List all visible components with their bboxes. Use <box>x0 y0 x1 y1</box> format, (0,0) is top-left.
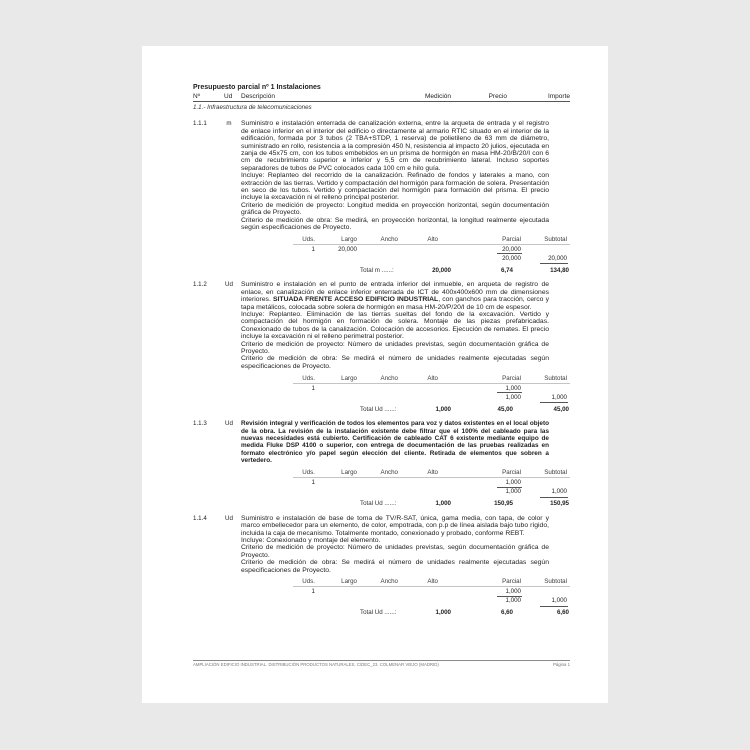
measurement-header-ancho: Ancho <box>380 469 398 477</box>
measurement-header-largo: Largo <box>341 469 357 477</box>
measurement-header-largo: Largo <box>341 374 357 382</box>
description-paragraph <box>241 355 549 370</box>
column-description: Descripción <box>241 92 275 100</box>
header-divider <box>193 101 570 102</box>
description-text: Incluye: Conexionado y montaje del elemento. <box>241 536 381 544</box>
total-amount: 150,95 <box>550 500 569 508</box>
description-paragraph <box>241 311 549 341</box>
item-description <box>241 120 549 231</box>
measurement-header-subtotal: Subtotal <box>544 469 567 477</box>
description-paragraph <box>241 559 549 574</box>
parcial-rule <box>497 596 522 597</box>
measurement-header-row <box>193 374 570 384</box>
budget-item <box>193 281 570 413</box>
measurement-header-uds: Uds. <box>302 578 315 586</box>
description-paragraph <box>241 537 549 544</box>
measurement-header-subtotal: Subtotal <box>544 578 567 586</box>
total-price: 6,60 <box>500 609 513 617</box>
measurement-header-alto: Alto <box>427 374 438 382</box>
item-number: 1.1.1 <box>193 120 207 128</box>
measurement-header-ancho: Ancho <box>380 235 398 243</box>
document-page <box>142 46 608 703</box>
measurement-header-alto: Alto <box>427 578 438 586</box>
description-paragraph <box>241 202 549 217</box>
description-text: Criterio de medición de proyecto: Número de unidades previstas, según documentación gráfica de Proyecto. <box>241 544 549 559</box>
measurement-parcial: 1,000 <box>505 384 521 392</box>
total-label: Total Ud ......: <box>360 405 397 413</box>
measurement-row <box>193 596 570 608</box>
measurement-header-row <box>193 577 570 587</box>
measurement-subtotal: 1,000 <box>551 488 567 496</box>
item-unit: Ud <box>225 514 233 522</box>
footer-project-name: AMPLIACIÓN EDIFICIO INDUSTRIAL. DISTRIBUCIÓN PRODUCTOS NATURALES. C/DEC_23. COLMENAR VIEJO (MADRID) <box>193 661 439 667</box>
measurement-subtotal: 20,000 <box>548 254 567 262</box>
total-amount: 45,00 <box>553 405 569 413</box>
measurement-parcial: 1,000 <box>505 393 521 401</box>
measurement-header-subtotal: Subtotal <box>544 235 567 243</box>
total-label: Total m ......: <box>360 266 394 274</box>
measurement-parcial: 1,000 <box>505 479 521 487</box>
subtotal-rule <box>540 263 568 264</box>
parcial-rule <box>497 392 522 393</box>
measurement-header-parcial: Parcial <box>502 374 521 382</box>
total-amount: 6,60 <box>556 609 569 617</box>
description-text: Revisión integral y verificación de todos los elementos para voz y datos existentes en el local objeto de la obra. La revisión de la instalación existente debe filtrar que el 100% del cableado para las nuevas necesidades está cubierto. Certificación de cableado CAT 6 existente mediante equipo de medida Fluke DSP 4100 o superior, con entrega de documentación de las pruebas realizadas en formato electrónico y/o papel según elección del cliente. Retirada de elementos que sobren a vertedero. <box>241 420 549 465</box>
description-text: Suministro e instalación enterrada de canalización externa, entre la arqueta de entrada y el registro de enlace inferior en el interior del edificio o directamente al armario RTIC situado en el interior de la edificación, formada por 3 tubos (2 TBA+STDP, 1 reserva) de polietileno de 63 mm de diámetro, suministrado en rollo, resistencia a la compresión 450 N, resistencia al impacto 20 julios, ejecutada en zanja de 45x75 cm, con los tubos embebidos en un prisma de hormigón en masa HM-20/B/20/I con 6 cm de recubrimiento superior e inferior y 5,5 cm de recubrimiento lateral. Incluso soportes separadores de tubos de PVC colocados cada 100 cm e hilo guía. <box>241 120 549 172</box>
total-row <box>193 499 570 508</box>
measurement-header-subtotal: Subtotal <box>544 374 567 382</box>
description-text: , con ganchos para tracción, cerco y tapa metálicos, colocada sobre solera de hormigón en masa HM-20/P/20/I de 10 cm de espesor. <box>241 296 549 311</box>
description-paragraph <box>241 420 549 464</box>
total-row <box>193 266 570 275</box>
measurement-subtotal: 1,000 <box>551 597 567 605</box>
measurement-row <box>193 393 570 405</box>
measurement-parcial: 20,000 <box>502 245 521 253</box>
description-text: Incluye: Replanteo. Eliminación de las tierras sueltas del fondo de la excavación. Vertido y compactación del hormigón en formación de solera. Montaje de las piezas prefabricadas. Conexionado de tubos de la canalización. Colocación de accesorios. Ejecución de remates. El precio incluye la excavación ni el relleno perimetral posterior. <box>241 311 549 341</box>
subtotal-rule <box>540 402 568 403</box>
description-text: Criterio de medición de obra: Se medirá el número de unidades realmente ejecutadas según especificaciones de Proyecto. <box>241 355 549 370</box>
column-amount: Importe <box>547 92 570 100</box>
total-measurement: 20,000 <box>432 266 451 274</box>
description-text: Criterio de medición de obra: Se medirá, en proyección horizontal, la longitud realmente ejecutada según especificaciones de Proyecto. <box>241 216 549 231</box>
total-row <box>193 405 570 414</box>
measurement-row <box>193 487 570 499</box>
total-measurement: 1,000 <box>435 500 451 508</box>
parcial-rule <box>497 487 522 488</box>
item-unit: m <box>226 120 232 128</box>
subtotal-rule <box>540 606 568 607</box>
measurement-header-largo: Largo <box>341 235 357 243</box>
measurement-header-ancho: Ancho <box>380 578 398 586</box>
total-measurement: 1,000 <box>435 405 451 413</box>
item-number: 1.1.2 <box>193 281 207 289</box>
measurement-header-alto: Alto <box>427 235 438 243</box>
parcial-rule <box>497 253 522 254</box>
total-amount: 134,80 <box>550 266 569 274</box>
total-row <box>193 608 570 617</box>
measurement-header-row <box>193 235 570 245</box>
description-paragraph <box>241 544 549 559</box>
measurement-table <box>193 235 570 275</box>
footer-page-number: Página 1 <box>553 661 570 667</box>
measurement-header-uds: Uds. <box>302 469 315 477</box>
measurement-table <box>193 577 570 617</box>
measurement-parcial: 1,000 <box>505 488 521 496</box>
description-paragraph <box>241 341 549 356</box>
description-paragraph <box>241 515 549 537</box>
measurement-largo: 20,000 <box>338 245 357 253</box>
measurement-table <box>193 374 570 414</box>
page-content <box>193 46 570 703</box>
column-number: Nº <box>193 92 201 100</box>
description-paragraph <box>241 120 549 172</box>
measurement-header-parcial: Parcial <box>502 578 521 586</box>
description-paragraph <box>241 172 549 202</box>
measurement-parcial: 1,000 <box>505 597 521 605</box>
column-header-row <box>193 92 570 101</box>
measurement-table <box>193 468 570 508</box>
measurement-header-row <box>193 468 570 478</box>
item-unit: Ud <box>225 281 233 289</box>
description-text: Criterio de medición de proyecto: Longitud medida en proyección horizontal, según documentación gráfica de Proyecto. <box>241 201 549 217</box>
measurement-header-uds: Uds. <box>302 374 315 382</box>
measurement-uds: 1 <box>311 384 315 392</box>
total-price: 45,00 <box>497 405 513 413</box>
measurement-parcial: 20,000 <box>502 254 521 262</box>
description-text: SITUADA FRENTE ACCESO EDIFICIO INDUSTRIAL <box>273 296 439 304</box>
measurement-uds: 1 <box>311 245 315 253</box>
column-price: Precio <box>488 92 507 100</box>
measurement-header-alto: Alto <box>427 469 438 477</box>
description-text: Criterio de medición de proyecto: Número de unidades previstas, según documentación gráfica de Proyecto. <box>241 340 549 356</box>
measurement-uds: 1 <box>311 479 315 487</box>
measurement-parcial: 1,000 <box>505 588 521 596</box>
item-description <box>241 281 549 370</box>
item-description <box>241 420 549 464</box>
column-measurement: Medición <box>424 92 451 100</box>
measurement-header-largo: Largo <box>341 578 357 586</box>
section-heading: 1.1.- Infraestructura de telecomunicaciones <box>193 104 312 111</box>
column-unit: Ud <box>224 92 233 100</box>
description-text: Criterio de medición de obra: Se medirá el número de unidades realmente ejecutadas según especificaciones de Proyecto. <box>241 559 549 574</box>
total-price: 150,95 <box>494 500 513 508</box>
description-paragraph <box>241 281 549 311</box>
subtotal-rule <box>540 497 568 498</box>
measurement-header-parcial: Parcial <box>502 469 521 477</box>
item-description <box>241 515 549 574</box>
total-measurement: 1,000 <box>435 609 451 617</box>
footer-divider <box>193 660 570 661</box>
page-title: Presupuesto parcial nº 1 Instalaciones <box>193 83 321 91</box>
measurement-header-uds: Uds. <box>302 235 315 243</box>
item-number: 1.1.3 <box>193 420 207 428</box>
measurement-uds: 1 <box>311 588 315 596</box>
items-list <box>193 120 570 624</box>
item-unit: Ud <box>225 420 233 428</box>
description-text: Incluye: Replanteo del recorrido de la canalización. Refinado de fondos y laterales a mano, con extracción de las tierras. Vertido y compactación del hormigón para formación de solera. Presentación en seco de los tubos. Vertido y compactación del hormigón para formación del prisma. El precio incluye la excavación ni el relleno principal posterior. <box>241 172 549 202</box>
description-text: Suministro e instalación de base de toma de TV/R-SAT, única, gama media, con tapa, de color y marco embellecedor para un elemento, de color, empotrada, con p.p de línea aislada bajo tubo rígido, incluida la caja de mecanismo. Totalmente montado, conexionado y probado, conforme REBT. <box>241 514 549 537</box>
total-label: Total Ud ......: <box>360 500 397 508</box>
total-price: 6,74 <box>500 266 513 274</box>
measurement-header-parcial: Parcial <box>502 235 521 243</box>
description-text: Suministro e instalación en el punto de entrada inferior del inmueble, en arqueta de registro de enlace, en canalización de enlace inferior enterrada de ICT de 400x400x600 mm de dimensiones interiores. <box>241 281 549 304</box>
total-label: Total Ud ......: <box>360 609 397 617</box>
description-paragraph <box>241 217 549 232</box>
measurement-subtotal: 1,000 <box>551 393 567 401</box>
item-number: 1.1.4 <box>193 514 207 522</box>
budget-item <box>193 420 570 508</box>
budget-item <box>193 515 570 618</box>
budget-item <box>193 120 570 275</box>
measurement-header-ancho: Ancho <box>380 374 398 382</box>
measurement-row <box>193 254 570 266</box>
